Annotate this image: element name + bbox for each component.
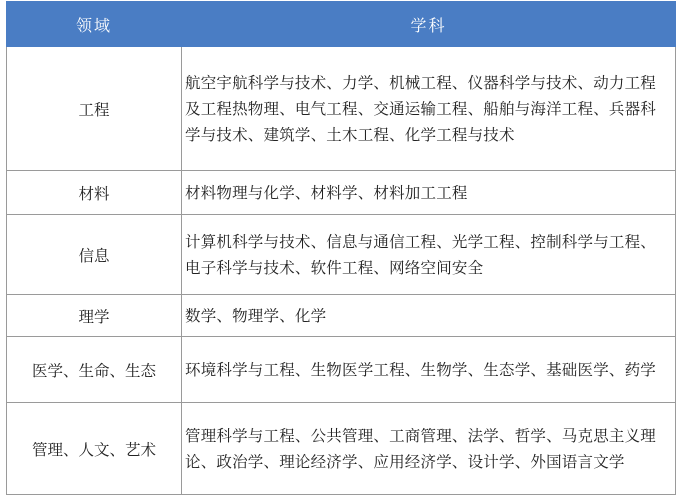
table-row (7, 403, 676, 495)
domain-cell: 信息 (7, 215, 182, 295)
domain-cell: 材料 (7, 171, 182, 215)
domain-cell: 工程 (7, 47, 182, 171)
table-row (7, 171, 676, 215)
table-row (7, 47, 676, 171)
header-subjects: 学科 (182, 2, 676, 47)
subjects-cell: 数学、物理学、化学 (182, 295, 676, 337)
table-row (7, 295, 676, 337)
discipline-table-container (6, 1, 675, 495)
domain-cell: 医学、生命、生态 (7, 337, 182, 403)
table-row (7, 337, 676, 403)
header-row (7, 2, 676, 47)
subjects-cell: 环境科学与工程、生物医学工程、生物学、生态学、基础医学、药学 (182, 337, 676, 403)
header-domain: 领域 (7, 2, 182, 47)
domain-cell: 管理、人文、艺术 (7, 403, 182, 495)
subjects-cell: 计算机科学与技术、信息与通信工程、光学工程、控制科学与工程、电子科学与技术、软件工程、网络空间安全 (182, 215, 676, 295)
table-row (7, 215, 676, 295)
subjects-cell: 管理科学与工程、公共管理、工商管理、法学、哲学、马克思主义理论、政治学、理论经济学、应用经济学、设计学、外国语言文学 (182, 403, 676, 495)
subjects-cell: 航空宇航科学与技术、力学、机械工程、仪器科学与技术、动力工程及工程热物理、电气工程、交通运输工程、船舶与海洋工程、兵器科学与技术、建筑学、土木工程、化学工程与技术 (182, 47, 676, 171)
subjects-cell: 材料物理与化学、材料学、材料加工工程 (182, 171, 676, 215)
discipline-table (6, 1, 676, 495)
domain-cell: 理学 (7, 295, 182, 337)
